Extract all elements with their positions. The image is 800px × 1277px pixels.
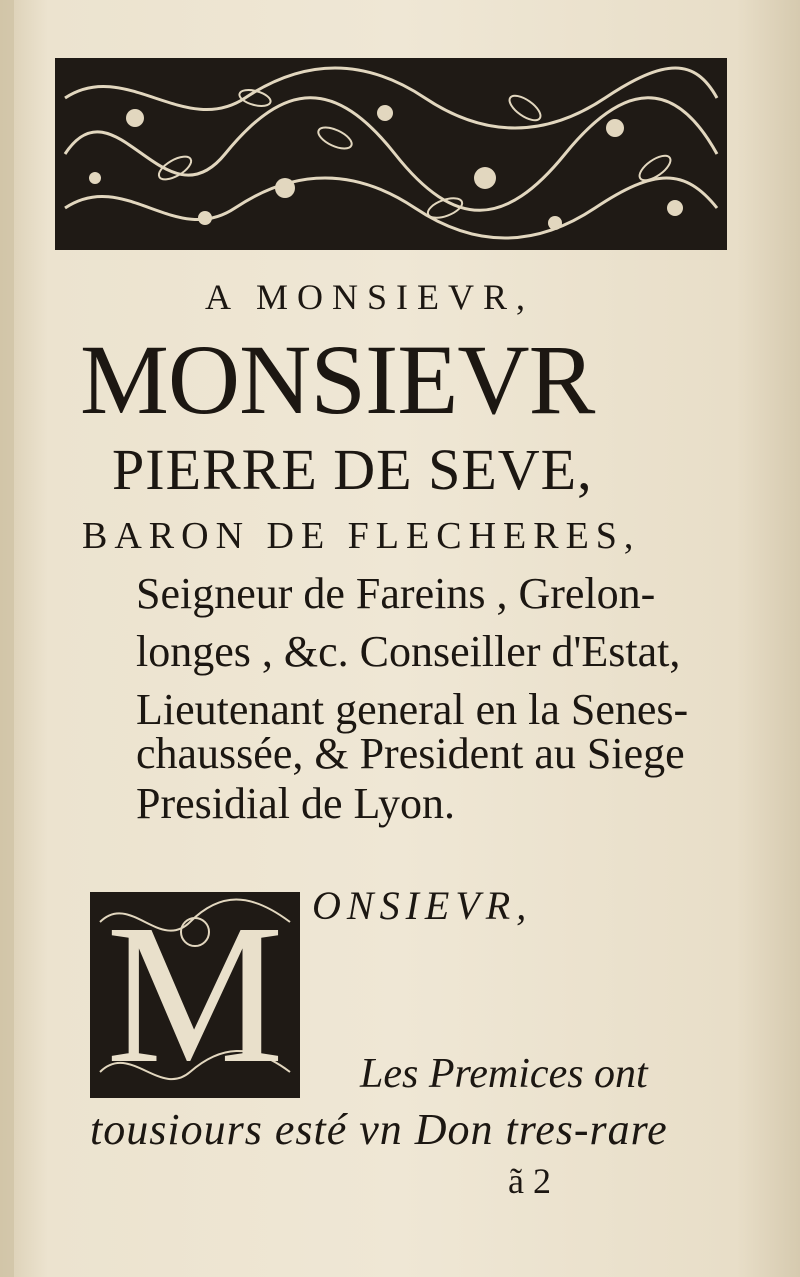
title-line: chaussée, & President au Siege (136, 729, 685, 778)
title-line: longes , &c. Conseiller d'Estat, (136, 627, 681, 676)
title-line: Lieutenant general en la Senes- (136, 685, 689, 734)
drop-cap-letter: M (106, 884, 284, 1105)
address-line-3: PIERRE DE SEVE, (112, 437, 593, 502)
address-line-4: BARON DE FLECHERES, (82, 515, 641, 557)
title-line: Seigneur de Fareins , Grelon- (136, 569, 656, 618)
floral-drop-cap-icon (90, 884, 300, 1105)
salutation: ONSIEVR, (312, 883, 533, 928)
foliage-ornament-icon (55, 58, 727, 250)
signature-mark: ã 2 (508, 1161, 551, 1201)
title-line: Presidial de Lyon. (136, 779, 455, 828)
text-line: Les Premices ont (360, 1051, 648, 1097)
address-line-1: A MONSIEVR, (205, 277, 535, 317)
address-line-2: MONSIEVR (80, 324, 595, 435)
page-edge (0, 0, 14, 1277)
text-line: tousiours esté vn Don tres-rare (90, 1105, 668, 1154)
